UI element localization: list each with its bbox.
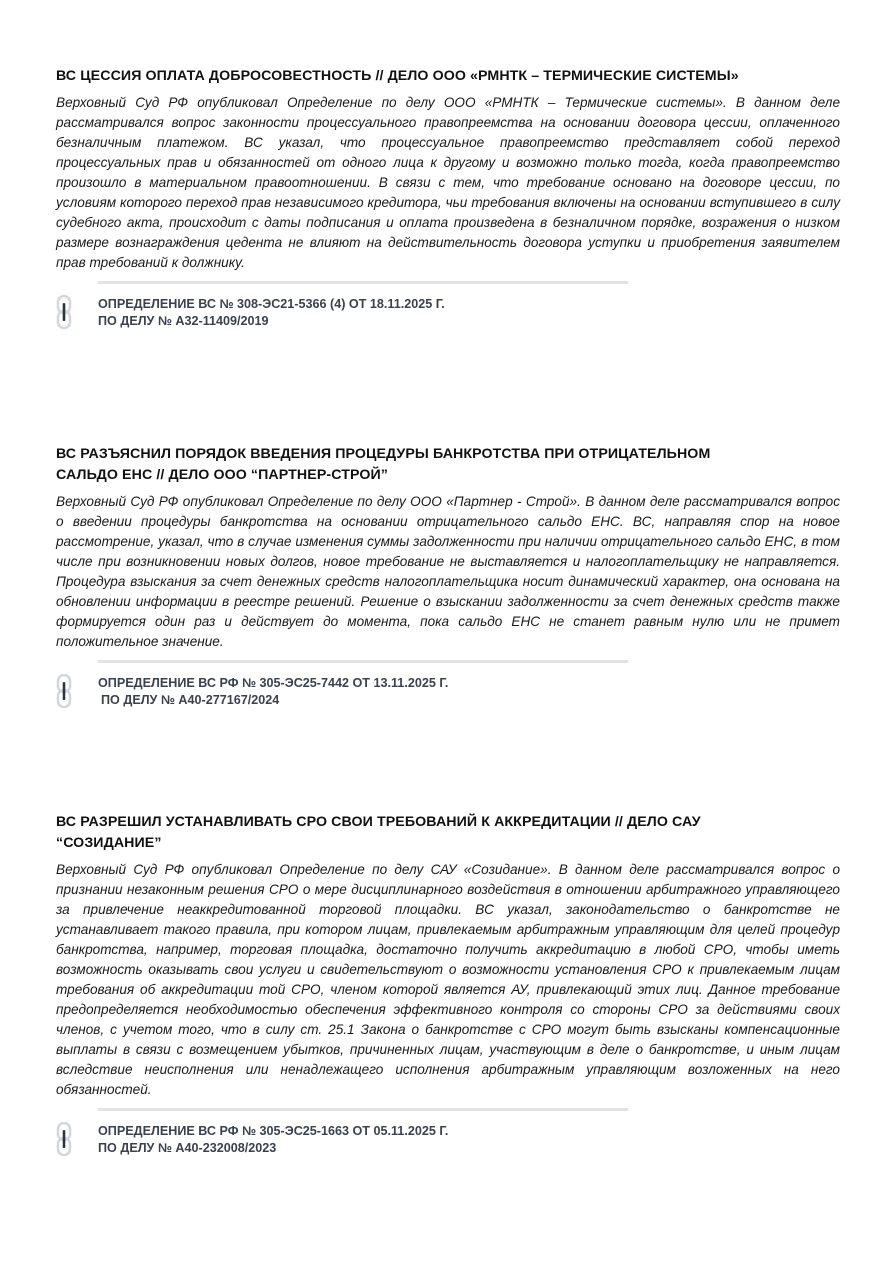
citation-ruling: ОПРЕДЕЛЕНИЕ ВС РФ № 305-ЭС25-1663 ОТ 05.11.2025 Г. (98, 1124, 449, 1138)
citation-ruling: ОПРЕДЕЛЕНИЕ ВС № 308-ЭС21-5366 (4) ОТ 18.11.2025 Г. (98, 297, 445, 311)
citation-text (98, 1108, 840, 1157)
news-heading: ВС РАЗРЕШИЛ УСТАНАВЛИВАТЬ СРО СВОИ ТРЕБОВАНИЙ К АККРЕДИТАЦИИ // ДЕЛО САУ “СОЗИДАНИЕ” (56, 814, 701, 851)
citation-case-number: ПО ДЕЛУ № А32-11409/2019 (98, 314, 269, 328)
news-item (56, 66, 840, 330)
news-heading: ВС ЦЕССИЯ ОПЛАТА ДОБРОСОВЕСТНОСТЬ // ДЕЛО ООО «РМНТК – ТЕРМИЧЕСКИЕ СИСТЕМЫ» (56, 68, 739, 84)
citation-divider (98, 1108, 628, 1111)
citation-divider (98, 281, 628, 284)
link-chain-icon (56, 1122, 72, 1156)
citation-case-number: ПО ДЕЛУ № А40-232008/2023 (98, 1141, 277, 1155)
news-body: Верховный Суд РФ опубликовал Определение по делу САУ «Созидание». В данном деле рассматривался вопрос о признании незаконным решения СРО о мере дисциплинарного воздействия в отношении арбитражного управляющего за привлечение неаккредитованной торговой площадки. ВС указал, законодательство о банкротстве не устанавливает такого правила, при котором лицам, привлекаемым арбитражным управляющим для целей процедур банкротства, например, торговая площадка, достаточно получить аккредитацию в любой СРО, чтобы иметь возможность оказывать свои услуги и свидетельствуют о возможности установления СРО к привлекаемым лицам требования об аккредитации той СРО, членом которой является АУ, привлекающий этих лиц. Данное требование предопределяется необходимостью обеспечения эффективного контроля со стороны СРО за действиями своих членов, с учетом того, что в силу ст. 25.1 Закона о банкротстве с СРО могут быть взысканы компенсационные выплаты в связи с возмещением убытков, причиненных лицам, участвующим в деле о банкротстве, и иным лицам вследствие неисполнения или ненадлежащего исполнения арбитражным управляющим возложенных на него обязанностей. (56, 862, 840, 1097)
news-body: Верховный Суд РФ опубликовал Определение по делу ООО «Партнер - Строй». В данном деле рассматривался вопрос о введении процедуры банкротства на основании отрицательного сальдо ЕНС. ВС, направляя спор на новое рассмотрение, указал, что в случае изменения суммы задолженности при наличии отрицательного сальдо ЕНС, в том числе при возникновении новых долгов, новое требование не выставляется и налогоплательщику не направляется. Процедура взыскания за счет денежных средств налогоплательщика носит динамический характер, она основана на обновлении информации в реестре решений. Решение о взыскании задолженности за счет денежных средств также формируется один раз и действует до момента, пока сальдо ЕНС не станет равным нулю или не примет положительное значение. (56, 494, 840, 649)
news-item (56, 812, 840, 1157)
citation-divider (98, 660, 628, 663)
citation-text (98, 660, 840, 709)
citation-block (56, 281, 840, 330)
link-chain-icon (56, 674, 72, 708)
citation-block (56, 660, 840, 709)
citation-case-number: ПО ДЕЛУ № А40-277167/2024 (101, 693, 280, 707)
citation-text (98, 281, 840, 330)
news-body: Верховный Суд РФ опубликовал Определение по делу ООО «РМНТК – Термические системы». В данном деле рассматривался вопрос законности процессуального правопреемства на основании договора цессии, оплаченного безналичным платежом. ВС указал, что процессуальное правопреемство представляет собой переход процессуальных прав и обязанностей от одного лица к другому и возможно только тогда, когда правопреемство произошло в материальном правоотношении. В связи с тем, что требование основано на договоре цессии, по условиям которого переход прав независимого кредитора, чьи требования включены на основании вступившего в силу судебного акта, происходит с даты подписания и оплата произведена в безналичном порядке, возражения о низком размере вознаграждения цедента не влияют на действительность договора уступки и приобретения заявителем прав требований к должнику. (56, 95, 840, 270)
citation-block (56, 1108, 840, 1157)
citation-ruling: ОПРЕДЕЛЕНИЕ ВС РФ № 305-ЭС25-7442 ОТ 13.11.2025 Г. (98, 676, 449, 690)
link-chain-icon (56, 295, 72, 329)
news-item (56, 444, 840, 709)
news-heading: ВС РАЗЪЯСНИЛ ПОРЯДОК ВВЕДЕНИЯ ПРОЦЕДУРЫ БАНКРОТСТВА ПРИ ОТРИЦАТЕЛЬНОМ САЛЬДО ЕНС // ДЕЛО ООО “ПАРТНЕР-СТРОЙ” (56, 446, 711, 483)
